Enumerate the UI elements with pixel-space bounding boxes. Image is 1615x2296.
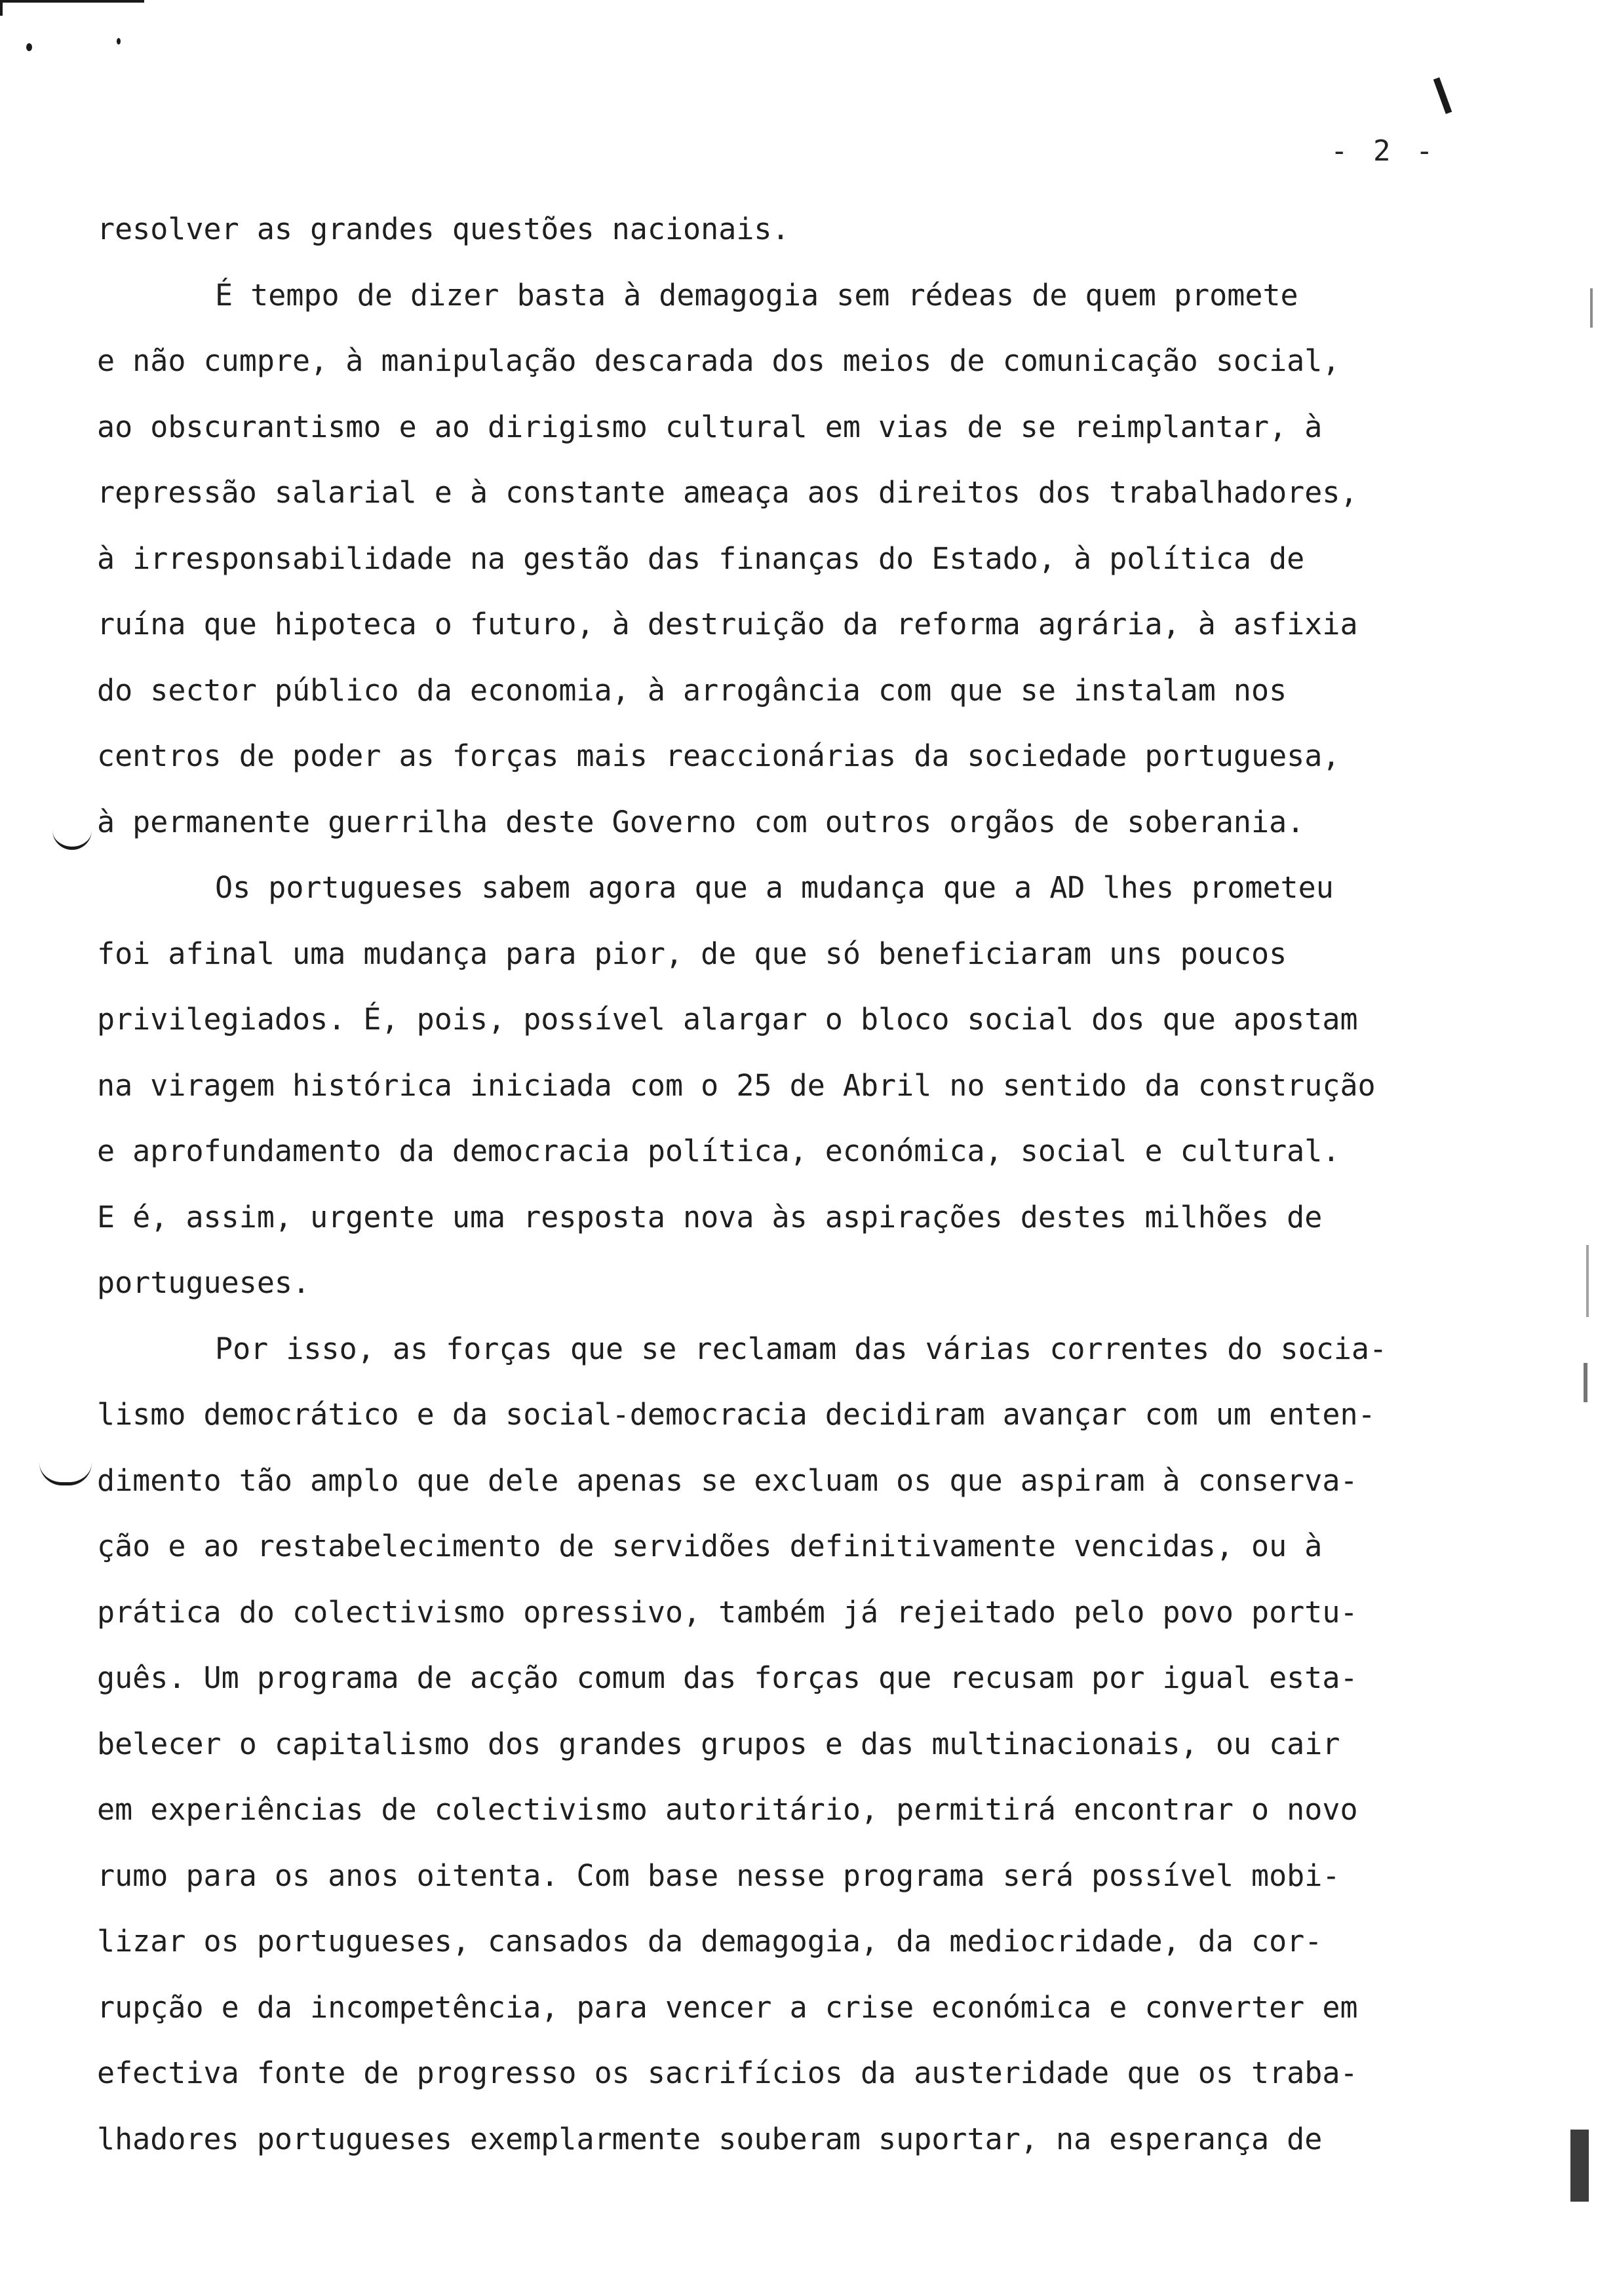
margin-pencil-mark: [39, 1463, 92, 1485]
text-line: E é, assim, urgente uma resposta nova às aspirações destes milhões de: [97, 1199, 1323, 1234]
text-line: foi afinal uma mudança para pior, de que só beneficiaram uns poucos: [97, 936, 1287, 971]
text-line: e não cumpre, à manipulação descarada dos meios de comunicação social,: [97, 343, 1340, 378]
text-line: do sector público da economia, à arrogância com que se instalam nos: [97, 672, 1287, 708]
text-line: na viragem histórica iniciada com o 25 de Abril no sentido da construção: [97, 1067, 1376, 1103]
text-line: efectiva fonte de progresso os sacrifícios da austeridade que os traba-: [97, 2056, 1358, 2090]
text-line: em experiências de colectivismo autoritário, permitirá encontrar o novo: [97, 1792, 1358, 1827]
text-line: ruína que hipoteca o futuro, à destruição da reforma agrária, à asfixia: [97, 607, 1358, 641]
text-line: lizar os portugueses, cansados da demagogia, da mediocridade, da cor-: [97, 1924, 1323, 1959]
edge-scan-mark: [1586, 1245, 1589, 1317]
text-line: rupção e da incompetência, para vencer a crise económica e converter em: [97, 1989, 1358, 2025]
text-line: repressão salarial e à constante ameaça aos direitos dos trabalhadores,: [97, 475, 1358, 510]
text-line: centros de poder as forças mais reaccionárias da sociedade portuguesa,: [97, 738, 1340, 773]
edge-scan-mark: [1590, 288, 1593, 328]
document-body: [97, 197, 1526, 2172]
text-line: Por isso, as forças que se reclamam das várias correntes do socia-: [215, 1331, 1388, 1366]
text-line: Os portugueses sabem agora que a mudança que a AD lhes prometeu: [215, 870, 1334, 905]
margin-pencil-mark: [52, 827, 92, 850]
text-line: e aprofundamento da democracia política, económica, social e cultural.: [97, 1134, 1340, 1168]
staple-mark: [1433, 77, 1452, 114]
text-line: à permanente guerrilha deste Governo com outros orgãos de soberania.: [97, 804, 1305, 839]
text-line: ção e ao restabelecimento de servidões definitivamente vencidas, ou à: [97, 1529, 1323, 1563]
page-number: - 2 -: [1331, 134, 1437, 168]
edge-scan-mark: [1584, 1363, 1587, 1402]
text-line: resolver as grandes questões nacionais.: [97, 212, 790, 246]
text-line: à irresponsabilidade na gestão das finanças do Estado, à política de: [97, 541, 1305, 576]
text-line: privilegiados. É, pois, possível alargar o bloco social dos que apostam: [97, 1002, 1358, 1037]
corner-scan-mark: [0, 0, 3, 16]
text-line: portugueses.: [97, 1265, 311, 1300]
edge-scan-mark: [1570, 2130, 1589, 2202]
scan-speck: [117, 38, 121, 45]
text-line: rumo para os anos oitenta. Com base nesse programa será possível mobi-: [97, 1858, 1340, 1893]
text-line: dimento tão amplo que dele apenas se excluam os que aspiram à conserva-: [97, 1463, 1358, 1498]
text-line: lhadores portugueses exemplarmente souberam suportar, na esperança de: [97, 2121, 1323, 2156]
text-line: guês. Um programa de acção comum das forças que recusam por igual esta-: [97, 1660, 1358, 1695]
text-line: prática do colectivismo opressivo, também já rejeitado pelo povo portu-: [97, 1594, 1358, 1630]
text-line: É tempo de dizer basta à demagogia sem rédeas de quem promete: [215, 277, 1298, 313]
scan-speck: [26, 43, 32, 51]
text-line: ao obscurantismo e ao dirigismo cultural em vias de se reimplantar, à: [97, 409, 1323, 444]
text-line: belecer o capitalismo dos grandes grupos e das multinacionais, ou cair: [97, 1726, 1340, 1761]
text-line: lismo democrático e da social-democracia decidiram avançar com um enten-: [97, 1397, 1376, 1432]
corner-scan-mark: [0, 0, 144, 3]
